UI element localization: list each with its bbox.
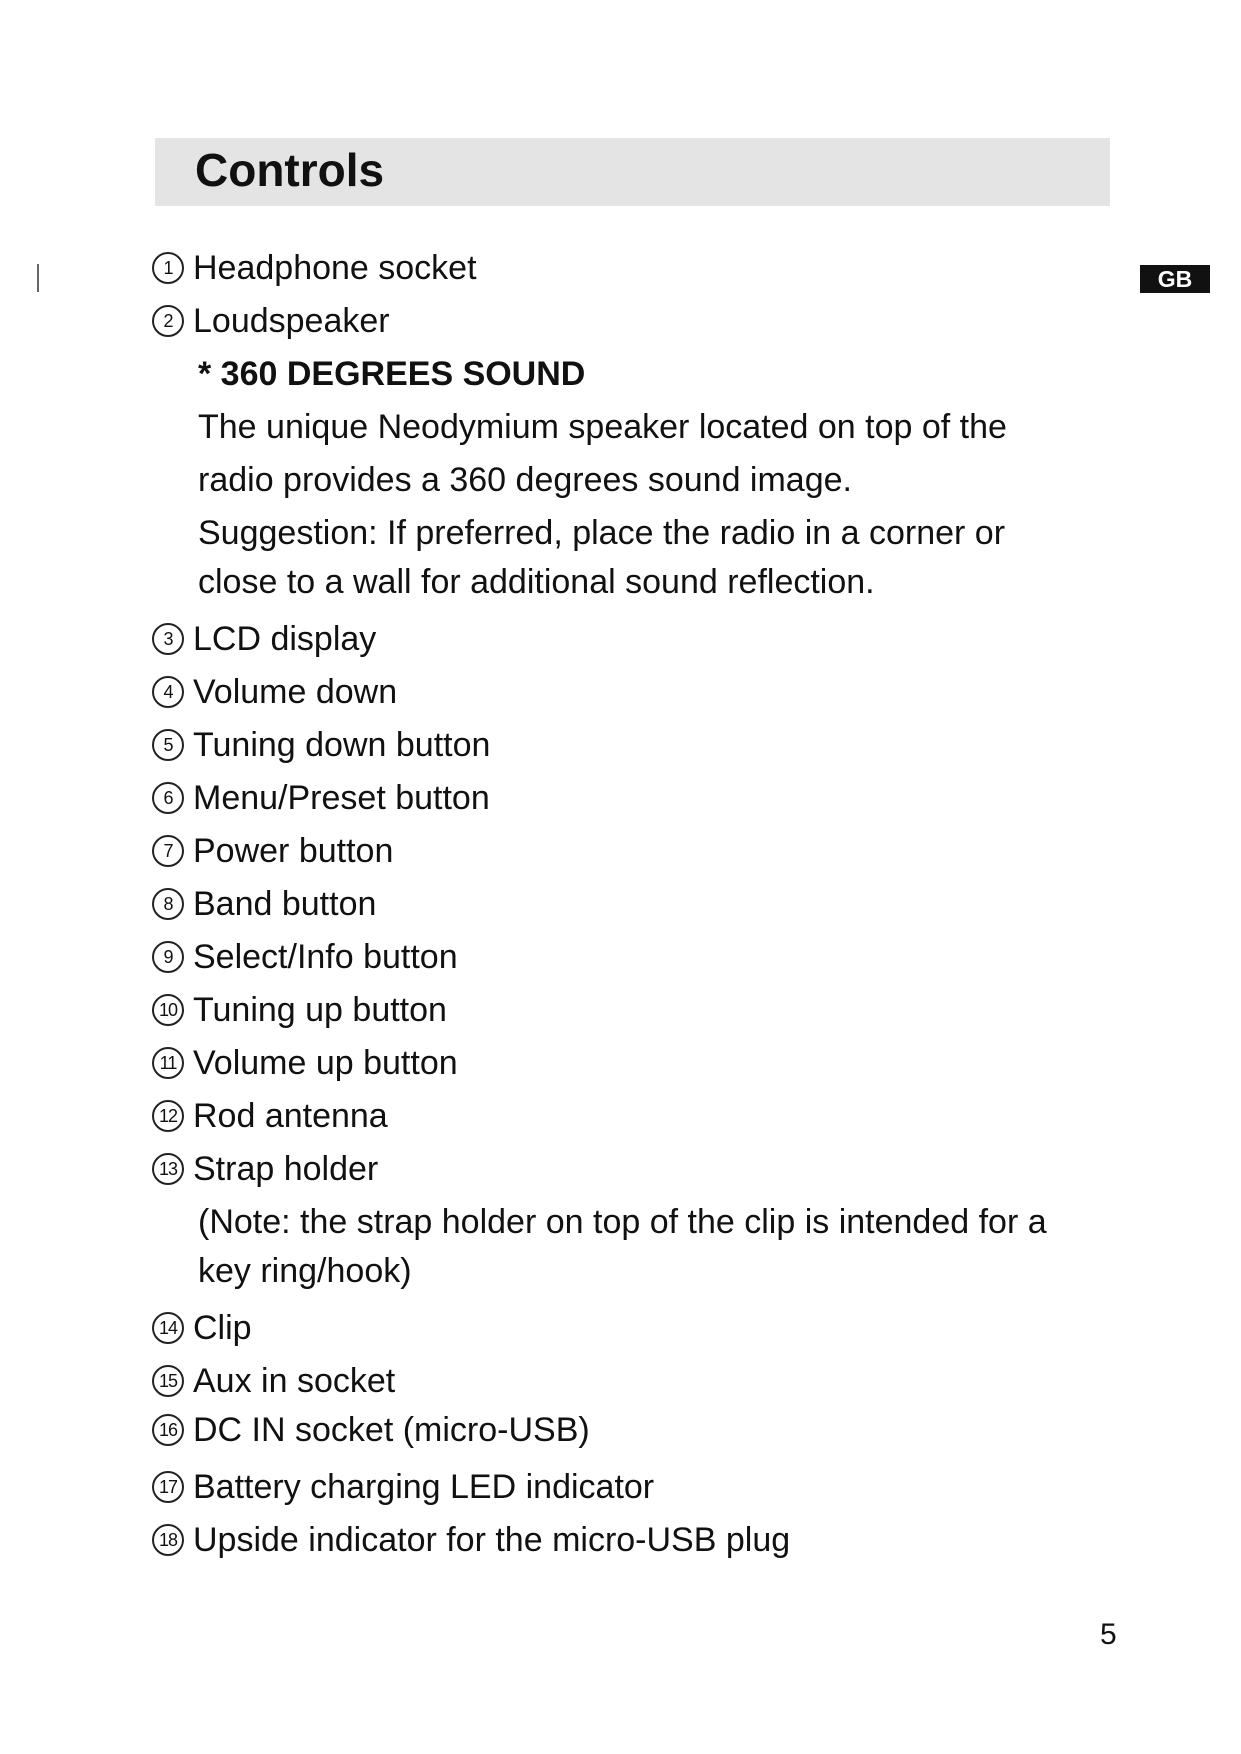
note-line: key ring/hook)	[198, 1252, 412, 1290]
item-number: 1	[152, 252, 184, 284]
item-label: Volume down	[193, 673, 398, 711]
item-label: Menu/Preset button	[193, 779, 490, 817]
item-number: 2	[152, 305, 184, 337]
list-item	[152, 672, 397, 712]
note-line: Suggestion: If preferred, place the radio in a corner or	[198, 514, 1006, 552]
list-item	[152, 1308, 252, 1348]
item-label: Aux in socket	[193, 1362, 396, 1400]
page-number: 5	[1100, 1618, 1117, 1651]
item-number: 13	[152, 1153, 184, 1185]
language-badge: GB	[1140, 265, 1210, 293]
list-item	[152, 1149, 378, 1189]
item-label: Upside indicator for the micro-USB plug	[193, 1521, 791, 1559]
item-label: Clip	[193, 1309, 252, 1347]
item-number: 3	[152, 623, 184, 655]
list-item	[152, 1410, 590, 1450]
item-number: 15	[152, 1365, 184, 1397]
item-number: 18	[152, 1524, 184, 1556]
list-item	[152, 1520, 790, 1560]
list-item	[152, 990, 447, 1030]
item-label: Select/Info button	[193, 938, 458, 976]
item-number: 16	[152, 1414, 184, 1446]
item-number: 9	[152, 941, 184, 973]
item-label: Tuning down button	[193, 726, 491, 764]
item-label: Rod antenna	[193, 1097, 388, 1135]
item-label: Headphone socket	[193, 249, 477, 287]
item-label: Tuning up button	[193, 991, 447, 1029]
item-label: LCD display	[193, 620, 377, 658]
list-item	[152, 1096, 388, 1136]
list-item	[152, 1043, 458, 1083]
item-label: Power button	[193, 832, 394, 870]
item-number: 10	[152, 994, 184, 1026]
list-item	[152, 248, 477, 288]
list-item	[152, 619, 376, 659]
item-number: 8	[152, 888, 184, 920]
item-label: Loudspeaker	[193, 302, 390, 340]
item-label: Volume up button	[193, 1044, 458, 1082]
list-item	[152, 831, 393, 871]
item-label: DC IN socket (micro-USB)	[193, 1411, 590, 1449]
item-label: Band button	[193, 885, 377, 923]
item-number: 11	[152, 1047, 184, 1079]
item-number: 4	[152, 676, 184, 708]
list-item	[152, 1361, 395, 1401]
note-line: close to a wall for additional sound reflection.	[198, 563, 875, 601]
item-number: 7	[152, 835, 184, 867]
note-line: (Note: the strap holder on top of the clip is intended for a	[198, 1203, 1047, 1241]
item-number: 6	[152, 782, 184, 814]
list-item	[152, 301, 390, 341]
page-title: Controls	[195, 144, 385, 196]
margin-mark	[37, 264, 39, 292]
list-item	[152, 725, 490, 765]
item-number: 12	[152, 1100, 184, 1132]
note-line: The unique Neodymium speaker located on top of the	[198, 408, 1007, 446]
item-number: 14	[152, 1312, 184, 1344]
list-item	[152, 778, 490, 818]
list-item	[152, 1467, 654, 1507]
item-number: 17	[152, 1471, 184, 1503]
item-label: Strap holder	[193, 1150, 379, 1188]
note-heading: * 360 DEGREES SOUND	[198, 355, 586, 393]
list-item	[152, 884, 376, 924]
note-line: radio provides a 360 degrees sound image.	[198, 461, 852, 499]
item-label: Battery charging LED indicator	[193, 1468, 655, 1506]
item-number: 5	[152, 729, 184, 761]
list-item	[152, 937, 458, 977]
